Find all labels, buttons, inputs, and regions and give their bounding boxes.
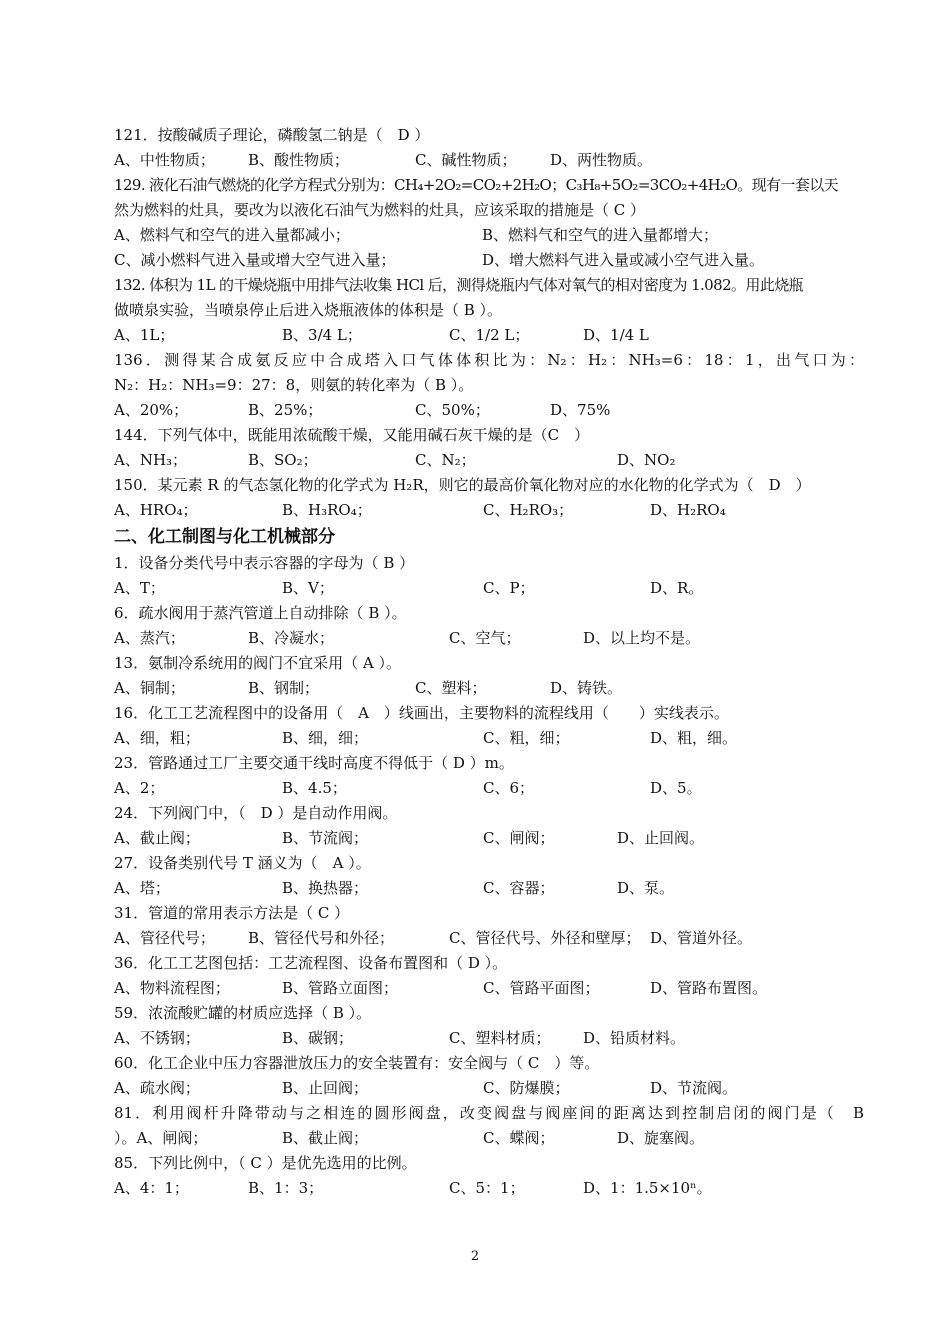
option-b: B、节流阀； bbox=[282, 829, 369, 847]
option-c: C、1/2 L； bbox=[449, 326, 530, 344]
options-59 bbox=[114, 1026, 864, 1051]
option-d: D、R。 bbox=[650, 579, 704, 597]
option-b: B、1：3； bbox=[248, 1179, 324, 1197]
option-d: D、增大燃料气进入量或减小空气进入量。 bbox=[482, 251, 765, 269]
question-36: 36．化工工艺图包括：工艺流程图、设备布置图和（ D ）。 bbox=[114, 954, 508, 972]
option-c: C、粗，细； bbox=[483, 729, 570, 747]
question-60: 60．化工企业中压力容器泄放压力的安全装置有：安全阀与（ C ）等。 bbox=[114, 1054, 600, 1072]
section-heading: 二、化工制图与化工机械部分 bbox=[114, 527, 335, 547]
option-a: A、蒸汽； bbox=[114, 629, 185, 647]
option-c: C、管径代号、外径和壁厚； bbox=[449, 929, 641, 947]
option-b: B、碳钢； bbox=[282, 1029, 354, 1047]
option-d: D、NO₂ bbox=[617, 451, 676, 469]
option-c: C、碱性物质； bbox=[415, 151, 517, 169]
question-136-line2: N₂：H₂：NH₃=9：27：8，则氨的转化率为（ B ）。 bbox=[114, 376, 474, 394]
option-d: D、1：1.5×10ⁿ。 bbox=[583, 1179, 712, 1197]
option-d: D、节流阀。 bbox=[650, 1079, 738, 1097]
options-13 bbox=[114, 676, 864, 701]
option-d: D、管路布置图。 bbox=[650, 979, 768, 997]
option-c: C、防爆膜； bbox=[483, 1079, 570, 1097]
option-a: A、NH₃； bbox=[114, 451, 188, 469]
option-b: B、酸性物质； bbox=[248, 151, 350, 169]
option-c: C、容器； bbox=[483, 879, 555, 897]
option-d: D、粗，细。 bbox=[650, 729, 738, 747]
option-a: A、1L； bbox=[114, 326, 175, 344]
options-23 bbox=[114, 776, 864, 801]
options-24 bbox=[114, 826, 864, 851]
options-36 bbox=[114, 976, 864, 1001]
option-c: C、减小燃料气进入量或增大空气进入量； bbox=[114, 251, 396, 269]
option-d: D、铅质材料。 bbox=[583, 1029, 686, 1047]
option-b: B、SO₂； bbox=[248, 451, 318, 469]
option-b: B、4.5； bbox=[282, 779, 347, 797]
option-c: C、塑料； bbox=[415, 679, 487, 697]
option-b: B、截止阀； bbox=[282, 1129, 369, 1147]
option-b: B、H₃RO₄； bbox=[282, 501, 372, 519]
option-c: C、闸阀； bbox=[483, 829, 555, 847]
option-d: D、5。 bbox=[650, 779, 702, 797]
option-a: A、管径代号； bbox=[114, 929, 215, 947]
page-number: 2 bbox=[470, 1249, 480, 1264]
option-a: A、截止阀； bbox=[114, 829, 200, 847]
option-b: B、管路立面图； bbox=[282, 979, 399, 997]
options-27 bbox=[114, 876, 864, 901]
question-129-line1: 129. 液化石油气燃烧的化学方程式分别为：CH₄+2O₂=CO₂+2H₂O；C₃H₈+5O₂=3CO₂+4H₂O。现有一套以天 bbox=[114, 176, 839, 194]
option-a: A、20%； bbox=[114, 401, 189, 419]
question-31: 31．管道的常用表示方法是（ C ） bbox=[114, 904, 350, 922]
option-b: B、燃料气和空气的进入量都增大； bbox=[482, 226, 719, 244]
option-c: C、管路平面图； bbox=[483, 979, 600, 997]
option-d: D、泵。 bbox=[617, 879, 675, 897]
option-b: B、3/4 L； bbox=[282, 326, 362, 344]
option-b: B、止回阀； bbox=[282, 1079, 369, 1097]
option-c: C、蝶阀； bbox=[483, 1129, 555, 1147]
option-c: C、50%； bbox=[415, 401, 490, 419]
question-27: 27．设备类别代号 T 涵义为（ A ）。 bbox=[114, 854, 371, 872]
option-a: A、4：1； bbox=[114, 1179, 189, 1197]
option-a: A、中性物质； bbox=[114, 151, 215, 169]
question-132-line2: 做喷泉实验，当喷泉停止后进入烧瓶液体的体积是（ B ）。 bbox=[114, 301, 503, 319]
option-b: B、V； bbox=[282, 579, 334, 597]
options-144 bbox=[114, 448, 864, 473]
option-d: D、管道外径。 bbox=[650, 929, 753, 947]
option-a: A、T； bbox=[114, 579, 165, 597]
question-16: 16．化工工艺流程图中的设备用（ A ）线画出，主要物料的流程线用（ ）实线表示。 bbox=[114, 704, 729, 722]
question-13: 13．氨制冷系统用的阀门不宜采用（ A ）。 bbox=[114, 654, 401, 672]
option-c: C、H₂RO₃； bbox=[483, 501, 574, 519]
options-1 bbox=[114, 576, 864, 601]
options-150 bbox=[114, 498, 864, 523]
options-136 bbox=[114, 398, 864, 423]
option-c: C、6； bbox=[483, 779, 535, 797]
options-129-row2 bbox=[114, 248, 864, 273]
question-24: 24．下列阀门中，（ D ）是自动作用阀。 bbox=[114, 804, 398, 822]
option-c: C、N₂； bbox=[415, 451, 476, 469]
question-81-line2: ）。A、闸阀； bbox=[114, 1129, 208, 1147]
option-a: A、细，粗； bbox=[114, 729, 200, 747]
option-d: D、1/4 L bbox=[583, 326, 649, 344]
option-d: D、以上均不是。 bbox=[583, 629, 701, 647]
option-a: A、HRO₄； bbox=[114, 501, 198, 519]
option-c: C、塑料材质； bbox=[449, 1029, 551, 1047]
options-121 bbox=[114, 148, 864, 173]
options-85 bbox=[114, 1176, 864, 1201]
option-d: D、75% bbox=[550, 401, 611, 419]
option-c: C、5：1； bbox=[449, 1179, 525, 1197]
question-85: 85．下列比例中，（ C ）是优先选用的比例。 bbox=[114, 1154, 417, 1172]
option-b: B、钢制； bbox=[248, 679, 320, 697]
question-150: 150．某元素 R 的气态氢化物的化学式为 H₂R，则它的最高价氧化物对应的水化物的化学式为（ D ） bbox=[114, 476, 811, 494]
option-a: A、燃料气和空气的进入量都减小； bbox=[114, 226, 350, 244]
option-c: C、空气； bbox=[449, 629, 521, 647]
option-d: D、两性物质。 bbox=[550, 151, 653, 169]
options-129-row1 bbox=[114, 223, 864, 248]
option-c: C、P； bbox=[483, 579, 535, 597]
question-136-line1: 136．测得某合成氨反应中合成塔入口气体体积比为：N₂：H₂：NH₃=6：18：1，出气口为： bbox=[114, 351, 864, 369]
option-b: B、25%； bbox=[248, 401, 323, 419]
question-129-line2: 然为燃料的灶具，要改为以液化石油气为燃料的灶具，应该采取的措施是（ C ） bbox=[114, 201, 646, 219]
option-b: B、管径代号和外径； bbox=[248, 929, 395, 947]
option-b: B、换热器； bbox=[282, 879, 369, 897]
options-31 bbox=[114, 926, 864, 951]
question-1: 1．设备分类代号中表示容器的字母为（ B ） bbox=[114, 554, 415, 572]
question-59: 59．浓流酸贮罐的材质应选择（ B ）。 bbox=[114, 1004, 372, 1022]
options-16 bbox=[114, 726, 864, 751]
option-d: D、止回阀。 bbox=[617, 829, 705, 847]
option-a: A、疏水阀； bbox=[114, 1079, 200, 1097]
option-a: A、铜制； bbox=[114, 679, 185, 697]
option-b: B、细，细； bbox=[282, 729, 369, 747]
option-b: B、冷凝水； bbox=[248, 629, 335, 647]
question-81-line1: 81．利用阀杆升降带动与之相连的圆形阀盘，改变阀盘与阀座间的距离达到控制启闭的阀门是（ B bbox=[114, 1104, 864, 1122]
options-81 bbox=[114, 1126, 864, 1151]
question-23: 23．管路通过工厂主要交通干线时高度不得低于（ D ）m。 bbox=[114, 754, 514, 772]
options-60 bbox=[114, 1076, 864, 1101]
options-132 bbox=[114, 323, 864, 348]
question-144: 144．下列气体中，既能用浓硫酸干燥，又能用碱石灰干燥的是（C ） bbox=[114, 426, 590, 444]
question-132-line1: 132. 体积为 1L 的干燥烧瓶中用排气法收集 HCl 后，测得烧瓶内气体对氧气的相对密度为 1.082。用此烧瓶 bbox=[114, 276, 804, 294]
option-a: A、塔； bbox=[114, 879, 170, 897]
page-content bbox=[114, 123, 864, 1201]
option-a: A、物料流程图； bbox=[114, 979, 230, 997]
options-6 bbox=[114, 626, 864, 651]
option-d: D、H₂RO₄ bbox=[650, 501, 726, 519]
option-d: D、旋塞阀。 bbox=[617, 1129, 705, 1147]
option-d: D、铸铁。 bbox=[550, 679, 623, 697]
option-a: A、2； bbox=[114, 779, 165, 797]
question-121: 121．按酸碱质子理论，磷酸氢二钠是（ D ） bbox=[114, 126, 430, 144]
option-a: A、不锈钢； bbox=[114, 1029, 200, 1047]
question-6: 6．疏水阀用于蒸汽管道上自动排除（ B ）。 bbox=[114, 604, 407, 622]
